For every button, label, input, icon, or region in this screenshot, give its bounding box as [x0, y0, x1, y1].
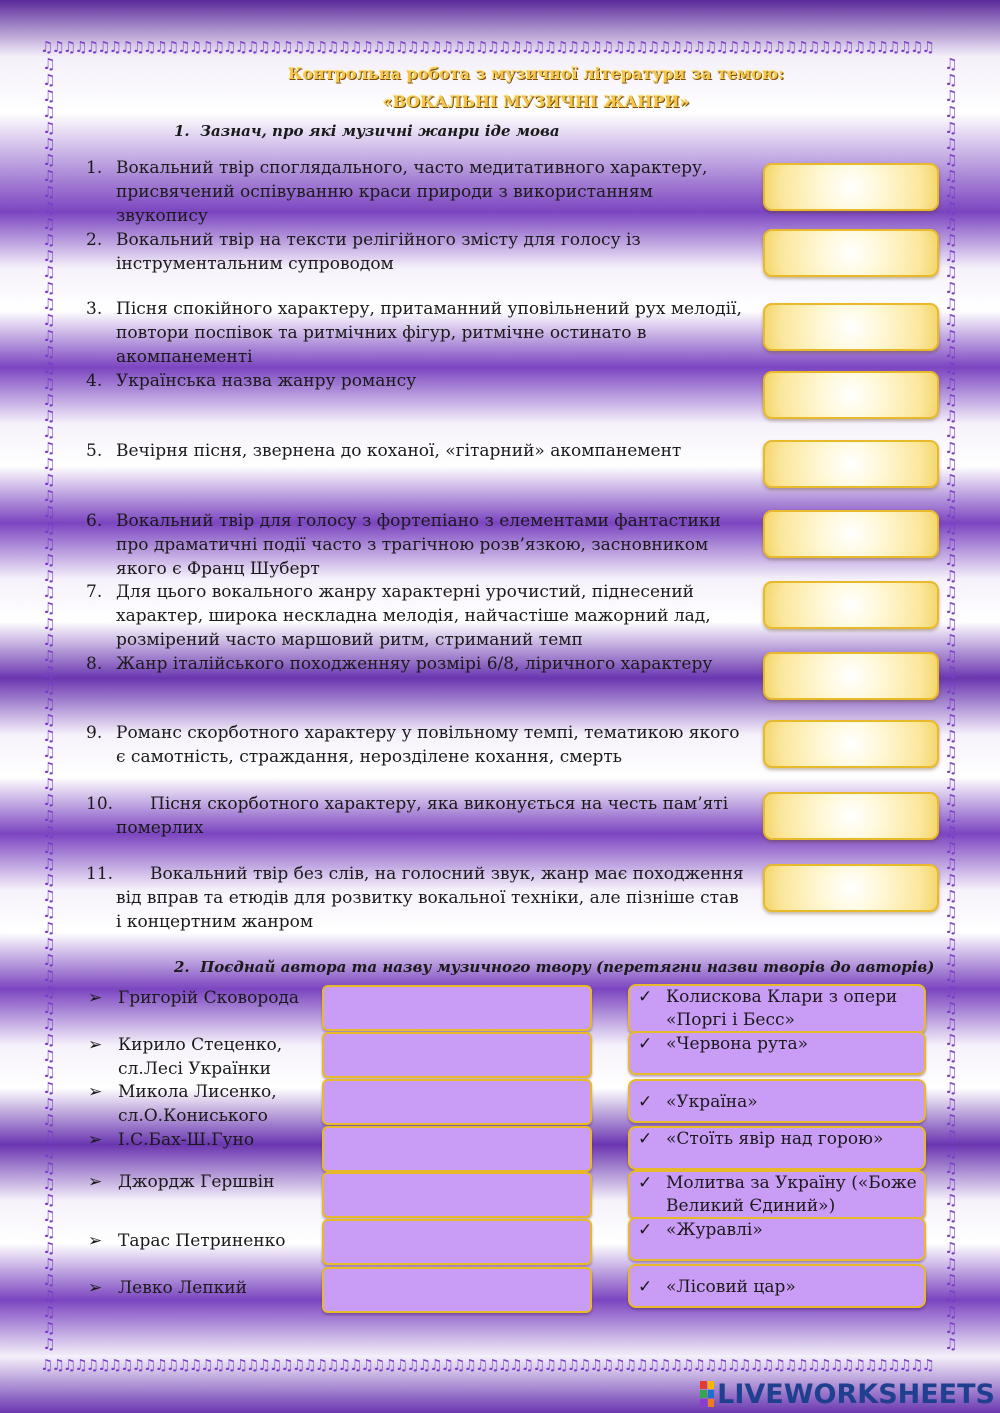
question-number: 1. [86, 158, 103, 178]
question-5 [86, 439, 746, 463]
author-name: Григорій Сковорода [118, 988, 300, 1008]
draggable-work-1[interactable] [628, 984, 926, 1034]
draggable-work-7[interactable] [628, 1264, 926, 1308]
answer-input-9[interactable] [763, 720, 939, 768]
question-text: Вокальний твір споглядального, часто медитативного характеру, присвячений оспівуванню краси природи з використанням звукопису [116, 158, 708, 226]
music-note-border-right: ♫♫♫♫♫♫♫♫♫♫♫♫♫♫♫♫♫♫♫♫♫♫♫♫♫♫♫♫♫♫♫♫♫♫♫♫♫♫♫♫♫♫♫♫♫♫♫♫♫♫♫♫♫♫♫♫♫♫♫♫♫♫♫♫♫♫♫♫♫♫♫♫♫♫♫♫♫♫♫♫♫ [944, 56, 958, 1353]
question-number: 10. [86, 794, 114, 814]
author-3 [88, 1080, 318, 1128]
question-3 [86, 297, 746, 369]
section1-heading [174, 122, 560, 140]
check-icon: ✓ [638, 1173, 653, 1193]
answer-input-3[interactable] [763, 303, 939, 351]
author-4 [88, 1128, 318, 1152]
section2-number: 2. [174, 958, 190, 976]
answer-input-4[interactable] [763, 371, 939, 419]
draggable-work-4[interactable] [628, 1126, 926, 1170]
drop-target-2[interactable] [322, 1032, 592, 1078]
question-text: Вечірня пісня, звернена до коханої, «гітарний» акомпанемент [116, 441, 682, 461]
music-note-border-top: ♫♫♫♫♫♫♫♫♫♫♫♫♫♫♫♫♫♫♫♫♫♫♫♫♫♫♫♫♫♫♫♫♫♫♫♫♫♫♫♫♫♫♫♫♫♫♫♫♫♫♫♫♫♫♫♫♫♫♫♫♫♫♫♫♫♫♫♫♫♫♫♫♫♫♫♫♫♫ [40, 38, 933, 56]
answer-input-11[interactable] [763, 864, 939, 912]
question-text: Жанр італійського походженняу розмірі 6/8, ліричного характеру [116, 654, 713, 674]
question-text: Вокальний твір без слів, на голосний звук, жанр має походження від вправ та етюдів для розвитку вокальної техніки, але пізніше став і концертним жанром [116, 864, 744, 932]
check-icon: ✓ [638, 1277, 653, 1297]
question-text: Вокальний твір на тексти релігійного змісту для голосу із інструментальним супроводом [116, 230, 641, 274]
page-title-line2: «ВОКАЛЬНІ МУЗИЧНІ ЖАНРИ» [382, 92, 690, 111]
liveworksheets-logo[interactable] [700, 1378, 995, 1410]
arrow-bullet-icon: ➢ [88, 1130, 103, 1150]
work-title: «Україна» [666, 1092, 758, 1112]
question-text: Пісня скорботного характеру, яка виконується на честь пам’яті померлих [116, 794, 729, 838]
author-name: Левко Лепкий [118, 1278, 247, 1298]
work-title: Молитва за Україну («Боже Великий Єдиний») [666, 1173, 917, 1216]
answer-input-7[interactable] [763, 581, 939, 629]
draggable-work-6[interactable] [628, 1217, 926, 1261]
question-8 [86, 652, 746, 676]
arrow-bullet-icon: ➢ [88, 1231, 103, 1251]
work-title: «Червона рута» [666, 1034, 808, 1054]
logo-text: LIVEWORKSHEETS [717, 1378, 995, 1410]
drop-target-4[interactable] [322, 1126, 592, 1172]
check-icon: ✓ [638, 1129, 653, 1149]
question-number: 7. [86, 582, 103, 602]
arrow-bullet-icon: ➢ [88, 1278, 103, 1298]
question-number: 4. [86, 371, 103, 391]
question-10 [86, 792, 746, 840]
question-2 [86, 228, 746, 276]
drop-target-5[interactable] [322, 1172, 592, 1218]
question-6 [86, 509, 746, 581]
draggable-work-5[interactable] [628, 1170, 926, 1220]
draggable-work-2[interactable] [628, 1031, 926, 1075]
author-name: Джордж Гершвін [118, 1172, 275, 1192]
question-number: 9. [86, 723, 103, 743]
answer-input-10[interactable] [763, 792, 939, 840]
question-text: Українська назва жанру романсу [116, 371, 417, 391]
question-text: Для цього вокального жанру характерні урочистий, піднесений характер, широка нескладна мелодія, найчастіше мажорний лад, розмірений часто маршовий ритм, стриманий темп [116, 582, 711, 650]
question-number: 3. [86, 299, 103, 319]
question-number: 2. [86, 230, 103, 250]
arrow-bullet-icon: ➢ [88, 1172, 103, 1192]
question-number: 6. [86, 511, 103, 531]
page-title-line1: Контрольна робота з музичної літератури за темою: [287, 64, 785, 83]
answer-input-1[interactable] [763, 163, 939, 211]
question-number: 8. [86, 654, 103, 674]
author-name: Тарас Петриненко [118, 1231, 286, 1251]
author-name: І.С.Бах-Ш.Гуно [118, 1130, 255, 1150]
check-icon: ✓ [638, 1034, 653, 1054]
drop-target-7[interactable] [322, 1267, 592, 1313]
question-9 [86, 721, 746, 769]
author-5 [88, 1170, 318, 1194]
answer-input-2[interactable] [763, 229, 939, 277]
answer-input-8[interactable] [763, 652, 939, 700]
drop-target-3[interactable] [322, 1079, 592, 1125]
music-note-border-bottom: ♫♫♫♫♫♫♫♫♫♫♫♫♫♫♫♫♫♫♫♫♫♫♫♫♫♫♫♫♫♫♫♫♫♫♫♫♫♫♫♫♫♫♫♫♫♫♫♫♫♫♫♫♫♫♫♫♫♫♫♫♫♫♫♫♫♫♫♫♫♫♫♫♫♫♫♫♫♫ [40, 1356, 933, 1374]
question-text: Вокальний твір для голосу з фортепіано з елементами фантастики про драматичні події часто з трагічною розв’язкою, засновником якого є Франц Шуберт [116, 511, 721, 579]
author-name: Микола Лисенко, сл.О.Кониського [118, 1082, 277, 1126]
author-6 [88, 1229, 318, 1253]
question-number: 11. [86, 864, 114, 884]
arrow-bullet-icon: ➢ [88, 988, 103, 1008]
check-icon: ✓ [638, 1220, 653, 1240]
author-2 [88, 1033, 318, 1081]
work-title: Колискова Клари з опери «Поргі і Бесс» [666, 987, 898, 1030]
music-note-border-left: ♫♫♫♫♫♫♫♫♫♫♫♫♫♫♫♫♫♫♫♫♫♫♫♫♫♫♫♫♫♫♫♫♫♫♫♫♫♫♫♫♫♫♫♫♫♫♫♫♫♫♫♫♫♫♫♫♫♫♫♫♫♫♫♫♫♫♫♫♫♫♫♫♫♫♫♫♫♫♫♫♫ [42, 56, 56, 1353]
question-text: Романс скорботного характеру у повільному темпі, тематикою якого є самотність, страждання, нерозділене кохання, смерть [116, 723, 740, 767]
drop-target-1[interactable] [322, 985, 592, 1031]
question-11 [86, 862, 746, 934]
check-icon: ✓ [638, 987, 653, 1007]
author-1 [88, 986, 318, 1010]
question-1 [86, 156, 746, 228]
answer-input-5[interactable] [763, 440, 939, 488]
section1-number: 1. [174, 122, 190, 140]
section2-heading [174, 958, 934, 976]
arrow-bullet-icon: ➢ [88, 1082, 103, 1102]
arrow-bullet-icon: ➢ [88, 1035, 103, 1055]
question-7 [86, 580, 746, 652]
answer-input-6[interactable] [763, 510, 939, 558]
question-4 [86, 369, 746, 393]
section2-heading-text: Поєднай автора та назву музичного твору (перетягни назви творів до авторів) [200, 958, 935, 976]
draggable-work-3[interactable] [628, 1079, 926, 1123]
author-name: Кирило Стеценко, сл.Лесі Українки [118, 1035, 283, 1079]
work-title: «Журавлі» [666, 1220, 763, 1240]
liveworksheets-grid-icon [700, 1381, 714, 1407]
question-text: Пісня спокійного характеру, притаманний уповільнений рух мелодії, повтори поспівок та ритмічних фігур, ритмічне остинато в акомпанементі [116, 299, 742, 367]
check-icon: ✓ [638, 1092, 653, 1112]
author-7 [88, 1276, 318, 1300]
section1-heading-text: Зазнач, про які музичні жанри іде мова [200, 122, 560, 140]
drop-target-6[interactable] [322, 1219, 592, 1265]
work-title: «Стоїть явір над горою» [666, 1129, 884, 1149]
question-number: 5. [86, 441, 103, 461]
work-title: «Лісовий цар» [666, 1277, 796, 1297]
